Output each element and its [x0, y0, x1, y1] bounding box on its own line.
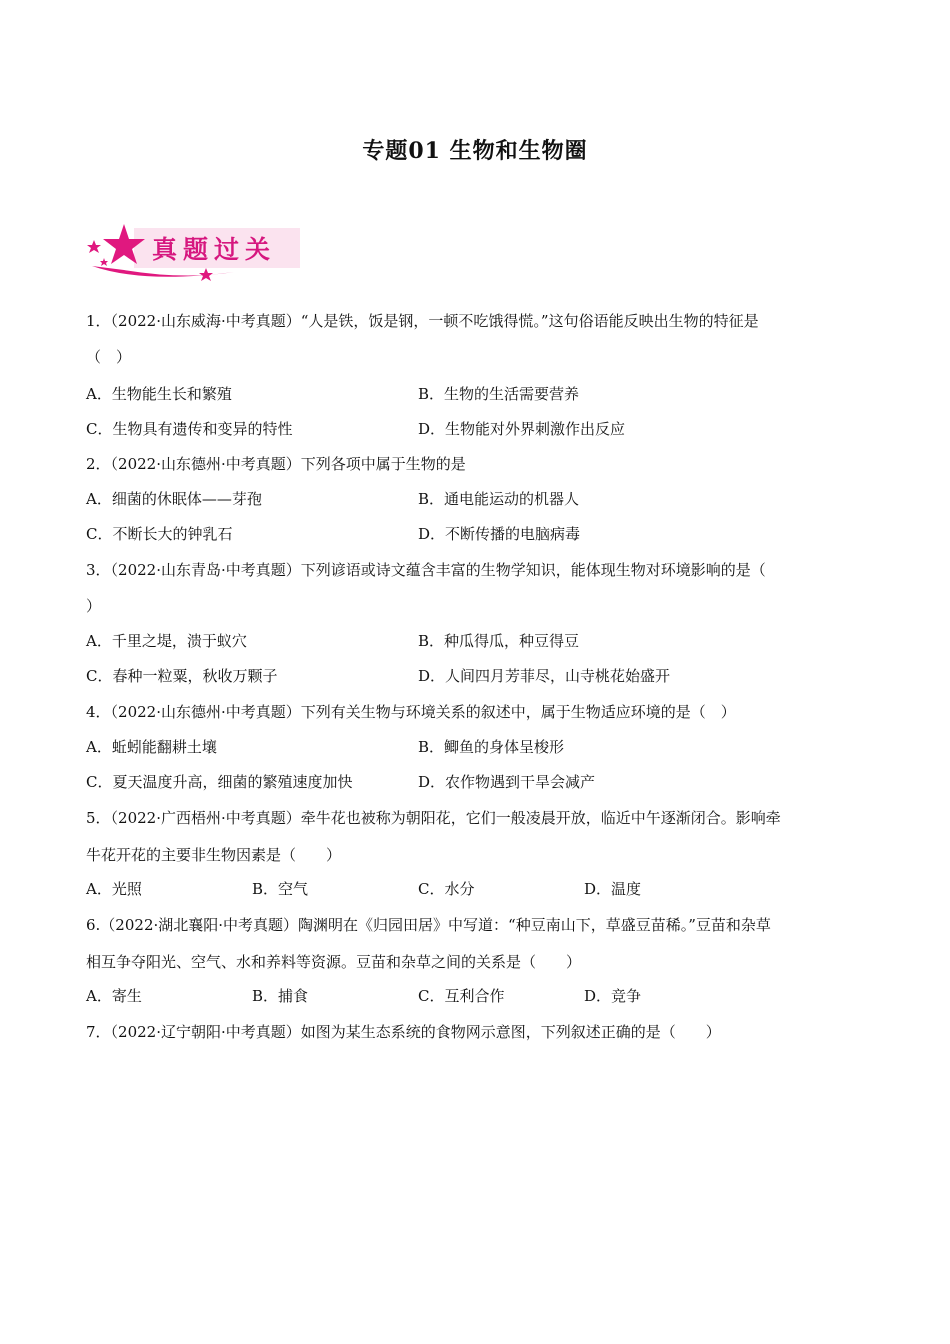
star-icon	[199, 268, 213, 281]
question-text: 2．（2022·山东德州·中考真题）下列各项中属于生物的是	[86, 455, 466, 473]
option-b: B．空气	[252, 880, 309, 898]
question-text: 3．（2022·山东青岛·中考真题）下列谚语或诗文蕴含丰富的生物学知识，能体现生物对环境影响的是（	[86, 561, 766, 579]
option-b: B．鲫鱼的身体呈梭形	[418, 738, 565, 756]
option-a: A．千里之堤，溃于蚁穴	[86, 632, 247, 650]
star-icon	[87, 240, 101, 253]
question-text: ）	[86, 597, 102, 615]
option-c: C．水分	[418, 880, 475, 898]
option-d: D．竞争	[584, 987, 642, 1005]
option-d: D．农作物遇到干旱会减产	[418, 773, 596, 791]
question-text: 7．（2022·辽宁朝阳·中考真题）如图为某生态系统的食物网示意图，下列叙述正确的是（ ）	[86, 1023, 721, 1041]
option-a: A．蚯蚓能翻耕土壤	[86, 738, 217, 756]
option-d: D．人间四月芳菲尽，山寺桃花始盛开	[418, 667, 671, 685]
question-text: 1．（2022·山东威海·中考真题）“人是铁，饭是钢，一顿不吃饿得慌。”这句俗语能反映出生物的特征是	[86, 312, 759, 330]
option-c: C．夏天温度升高，细菌的繁殖速度加快	[86, 773, 353, 791]
question-text: 5．（2022·广西梧州·中考真题）牵牛花也被称为朝阳花，它们一般凌晨开放，临近中午逐渐闭合。影响牵	[86, 809, 781, 827]
option-a: A．细菌的休眠体——芽孢	[86, 490, 262, 508]
option-d: D．温度	[584, 880, 642, 898]
option-c: C．互利合作	[418, 987, 505, 1005]
option-d: D．生物能对外界刺激作出反应	[418, 420, 626, 438]
page-title: 专题01 生物和生物圈	[362, 138, 588, 164]
option-a: A．寄生	[86, 987, 142, 1005]
option-c: C．不断长大的钟乳石	[86, 525, 233, 543]
option-b: B．通电能运动的机器人	[418, 490, 580, 508]
option-b: B．种瓜得瓜，种豆得豆	[418, 632, 580, 650]
option-b: B．生物的生活需要营养	[418, 385, 580, 403]
question-text: （ ）	[86, 348, 132, 366]
question-text: 相互争夺阳光、空气、水和养料等资源。豆苗和杂草之间的关系是（ ）	[86, 953, 582, 971]
star-icon	[100, 258, 108, 266]
option-b: B．捕食	[252, 987, 309, 1005]
option-a: A．光照	[86, 880, 142, 898]
option-d: D．不断传播的电脑病毒	[418, 525, 581, 543]
question-text: 4．（2022·山东德州·中考真题）下列有关生物与环境关系的叙述中，属于生物适应环境的是（ ）	[86, 703, 736, 721]
question-text: 6.（2022·湖北襄阳·中考真题）陶渊明在《归园田居》中写道：“种豆南山下，草盛豆苗稀。”豆苗和杂草	[86, 916, 771, 934]
option-a: A．生物能生长和繁殖	[86, 385, 232, 403]
option-c: C．生物具有遗传和变异的特性	[86, 420, 293, 438]
option-c: C．春种一粒粟，秋收万颗子	[86, 667, 278, 685]
section-label: 真题过关	[152, 235, 277, 264]
question-text: 牛花开花的主要非生物因素是（ ）	[86, 846, 342, 864]
